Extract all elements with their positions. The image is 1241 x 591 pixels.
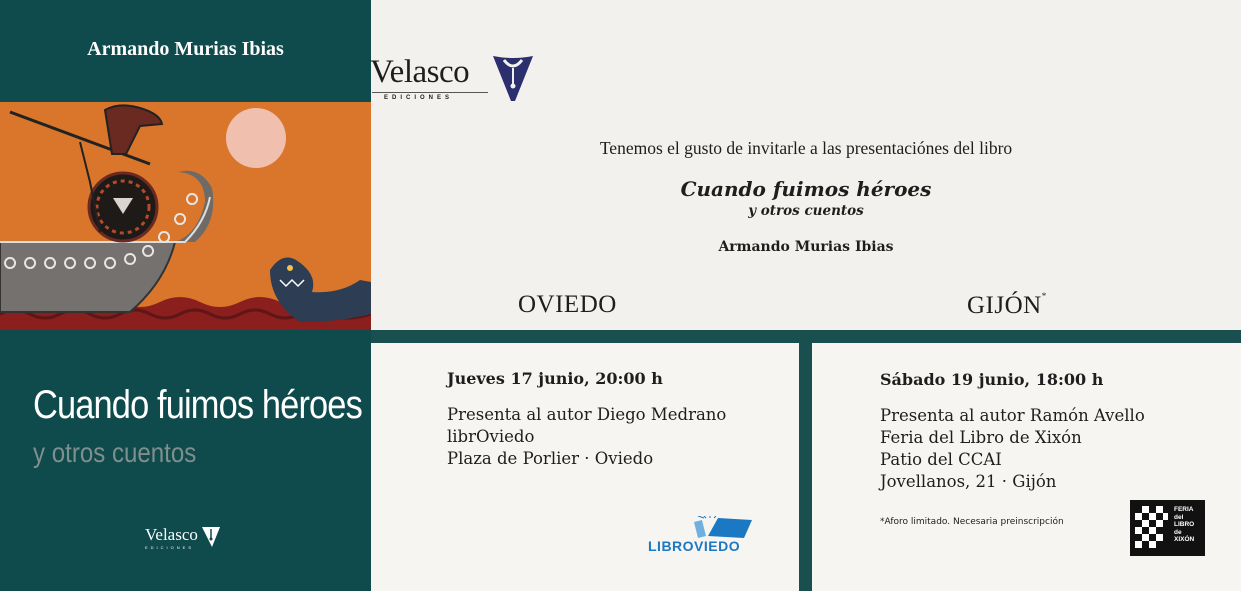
- book-author: Armando Murias Ibias: [718, 239, 894, 255]
- event-oviedo: [447, 369, 726, 470]
- city-oviedo-label: OVIEDO: [518, 291, 617, 318]
- event-line: Feria del Libro de Xixón: [880, 428, 1082, 447]
- libroviedo-wordmark: LIBROVIEDO: [648, 538, 741, 554]
- cover-illustration: [0, 102, 371, 330]
- cover-logo-sub: EDICIONES: [145, 545, 195, 550]
- book-subtitle: y otros cuentos: [748, 203, 864, 219]
- event-line: Presenta al autor Diego Medrano: [447, 405, 727, 424]
- event-line: Patio del CCAI: [880, 450, 1002, 469]
- publisher-logo: [370, 50, 550, 110]
- publisher-logo-word: Velasco: [370, 54, 470, 90]
- event-date: Jueves 17 junio, 20:00 h: [447, 369, 663, 388]
- city-gijon-label: GIJÓN: [967, 292, 1042, 319]
- pen-nib-icon: [492, 54, 534, 102]
- event-line: librOviedo: [447, 427, 535, 446]
- capacity-note: *Aforo limitado. Necesaria preinscripción: [880, 517, 1064, 527]
- logo-rule: [372, 92, 488, 93]
- book-cover: [0, 0, 371, 591]
- cover-title: Cuando fuimos héroes: [33, 383, 362, 427]
- city-oviedo: [518, 291, 617, 319]
- cover-publisher-logo: [145, 526, 221, 550]
- event-line: Plaza de Porlier · Oviedo: [447, 449, 654, 468]
- cover-logo-word: Velasco: [145, 525, 198, 544]
- feria-logo-label: FERIA del LIBRO de XIXÓN: [1174, 506, 1195, 543]
- city-gijon: [967, 291, 1047, 320]
- book-title: Cuando fuimos héroes: [680, 177, 932, 201]
- event-line: Jovellanos, 21 · Gijón: [880, 472, 1057, 491]
- invitation-text: [371, 138, 1241, 255]
- cover-subtitle: y otros cuentos: [33, 437, 197, 468]
- event-line: Presenta al autor Ramón Avello: [880, 406, 1145, 425]
- cover-author: Armando Murias Ibias: [87, 38, 284, 60]
- publisher-logo-sub: EDICIONES: [384, 95, 454, 101]
- event-gijon: [880, 370, 1145, 493]
- feria-libro-xixon-logo: [1130, 500, 1205, 556]
- invitation-intro: Tenemos el gusto de invitarle a las presentaciónes del libro: [599, 138, 1013, 158]
- event-date: Sábado 19 junio, 18:00 h: [880, 370, 1104, 389]
- pixel-mark-icon: [1130, 500, 1172, 556]
- open-book-icon: [648, 516, 754, 540]
- pen-nib-icon: [201, 526, 221, 548]
- libroviedo-logo: [648, 516, 754, 556]
- city-gijon-asterisk: *: [1041, 291, 1047, 301]
